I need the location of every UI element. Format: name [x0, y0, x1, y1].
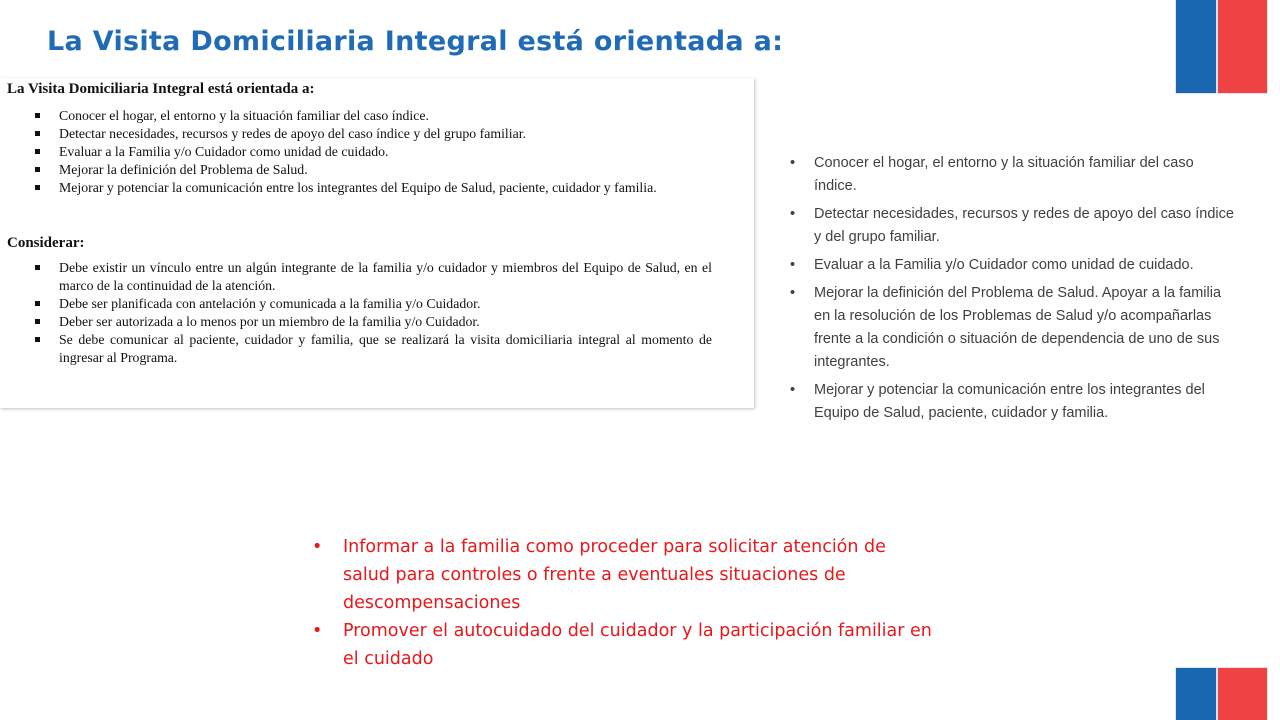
list-item: • Promover el autocuidado del cuidador y la participación familiar en el cuidado: [312, 617, 932, 673]
flag-blue-stripe: [1176, 668, 1218, 720]
page-title: La Visita Domiciliaria Integral está orientada a:: [47, 26, 784, 57]
list-item: Conocer el hogar, el entorno y la situación familiar del caso índice.: [32, 107, 712, 125]
scanned-document-image: [0, 78, 754, 408]
scan-heading-considerar: Considerar:: [7, 235, 85, 251]
list-item: • Mejorar la definición del Problema de Salud. Apoyar a la familia en la resolución de los Problemas de Salud y/o acompañarlas frente a la condición o situación de dependencia de uno de sus integrantes.: [790, 282, 1240, 374]
highlighted-bullet-list: [312, 533, 932, 673]
orientation-bullet-list: [790, 152, 1240, 430]
list-item: Deber ser autorizada a lo menos por un miembro de la familia y/o Cuidador.: [32, 313, 712, 331]
list-item: • Conocer el hogar, el entorno y la situación familiar del caso índice.: [790, 152, 1240, 198]
list-item: Debe ser planificada con antelación y comunicada a la familia y/o Cuidador.: [32, 295, 712, 313]
list-item: • Detectar necesidades, recursos y redes de apoyo del caso índice y del grupo familiar.: [790, 203, 1240, 249]
flag-decoration-top: [1176, 0, 1267, 93]
flag-decoration-bottom: [1176, 668, 1267, 720]
list-item: • Evaluar a la Familia y/o Cuidador como unidad de cuidado.: [790, 254, 1240, 277]
flag-red-stripe: [1218, 0, 1267, 93]
list-item: Evaluar a la Familia y/o Cuidador como unidad de cuidado.: [32, 143, 712, 161]
list-item: Detectar necesidades, recursos y redes de apoyo del caso índice y del grupo familiar.: [32, 125, 712, 143]
flag-blue-stripe: [1176, 0, 1218, 93]
list-item: Se debe comunicar al paciente, cuidador y familia, que se realizará la visita domiciliaria integral al momento de ingresar al Programa.: [32, 331, 712, 367]
scan-heading-orientation: La Visita Domiciliaria Integral está orientada a:: [7, 81, 315, 97]
scan-considerar-list: [32, 259, 712, 367]
list-item: Mejorar la definición del Problema de Salud.: [32, 161, 712, 179]
flag-red-stripe: [1218, 668, 1267, 720]
list-item: Debe existir un vínculo entre un algún integrante de la familia y/o cuidador y miembros del Equipo de Salud, en el marco de la continuidad de la atención.: [32, 259, 712, 295]
list-item: Mejorar y potenciar la comunicación entre los integrantes del Equipo de Salud, paciente, cuidador y familia.: [32, 179, 712, 197]
list-item: • Informar a la familia como proceder para solicitar atención de salud para controles o frente a eventuales situaciones de descompensaciones: [312, 533, 932, 617]
list-item: • Mejorar y potenciar la comunicación entre los integrantes del Equipo de Salud, paciente, cuidador y familia.: [790, 379, 1240, 425]
scan-orientation-list: [32, 107, 712, 197]
